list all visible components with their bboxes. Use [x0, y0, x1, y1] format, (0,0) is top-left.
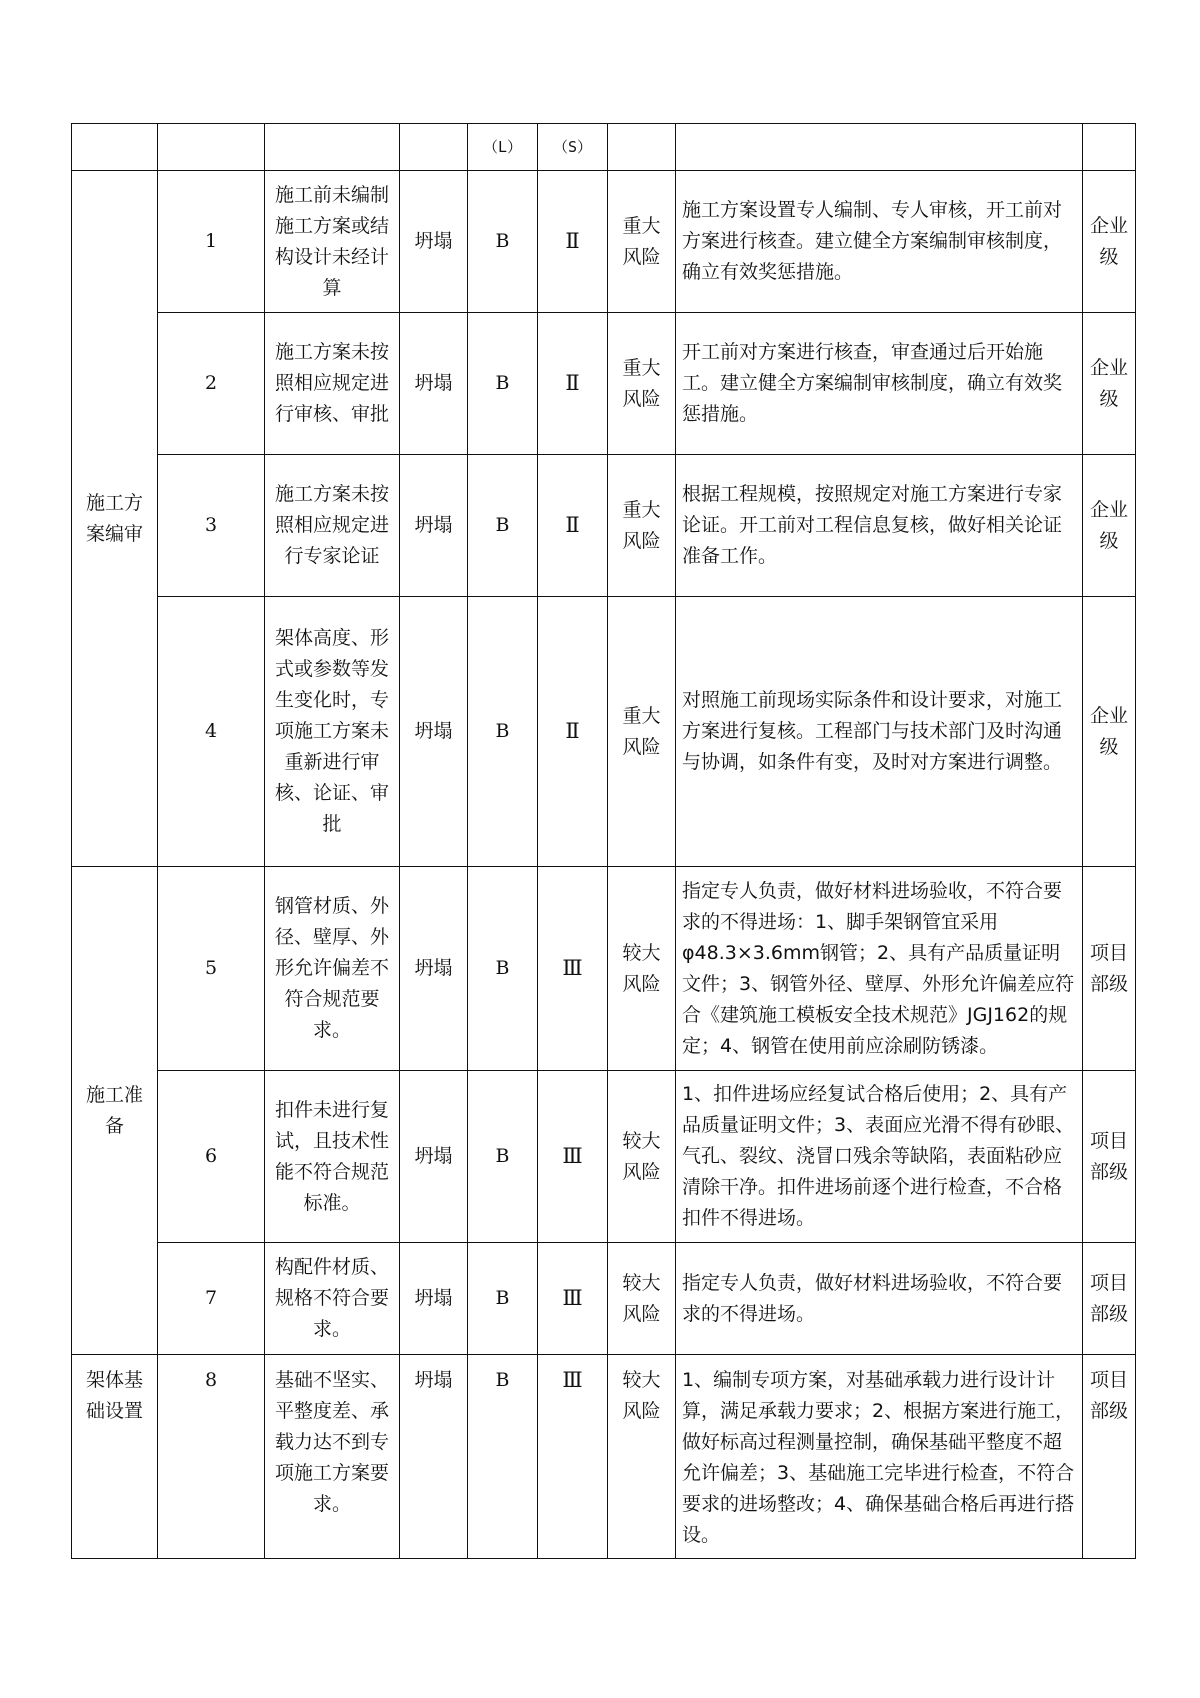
row-number: 7: [158, 1243, 265, 1355]
group-name: 施工准备: [72, 867, 158, 1355]
hazard-cell: 基础不坚实、平整度差、承载力达不到专项施工方案要求。: [265, 1355, 400, 1559]
control-level-cell: 企业级: [1083, 455, 1136, 597]
header-cell: [158, 124, 265, 171]
table-row: [72, 1243, 1136, 1355]
hazard-cell: 施工前未编制施工方案或结构设计未经计算: [265, 171, 400, 313]
measure-cell: 根据工程规模，按照规定对施工方案进行专家论证。开工前对工程信息复核，做好相关论证准备工作。: [676, 455, 1083, 597]
header-cell: [400, 124, 468, 171]
likelihood-cell: B: [468, 597, 538, 867]
severity-cell: Ⅲ: [538, 1243, 608, 1355]
measure-cell: 指定专人负责，做好材料进场验收，不符合要求的不得进场：1、脚手架钢管宜采用φ48.3×3.6mm钢管；2、具有产品质量证明文件；3、钢管外径、壁厚、外形允许偏差应符合《建筑施工模板安全技术规范》JGJ162的规定；4、钢管在使用前应涂刷防锈漆。: [676, 867, 1083, 1071]
accident-type-cell: 坍塌: [400, 171, 468, 313]
control-level-cell: 项目部级: [1083, 867, 1136, 1071]
row-number: 8: [158, 1355, 265, 1559]
row-number: 6: [158, 1071, 265, 1243]
likelihood-cell: B: [468, 867, 538, 1071]
table-row: [72, 171, 1136, 313]
accident-type-cell: 坍塌: [400, 867, 468, 1071]
likelihood-cell: B: [468, 1243, 538, 1355]
control-level-cell: 项目部级: [1083, 1071, 1136, 1243]
likelihood-cell: B: [468, 1355, 538, 1559]
risk-grade-cell: 较大风险: [608, 867, 676, 1071]
header-row: [72, 124, 1136, 171]
control-level-cell: 项目部级: [1083, 1355, 1136, 1559]
likelihood-cell: B: [468, 171, 538, 313]
group-name: 架体基础设置: [72, 1355, 158, 1559]
risk-assessment-table: [71, 123, 1136, 1559]
measure-cell: 开工前对方案进行核查，审查通过后开始施工。建立健全方案编制审核制度，确立有效奖惩措施。: [676, 313, 1083, 455]
row-number: 5: [158, 867, 265, 1071]
control-level-cell: 企业级: [1083, 171, 1136, 313]
severity-cell: Ⅲ: [538, 1071, 608, 1243]
risk-grade-cell: 重大风险: [608, 171, 676, 313]
likelihood-cell: B: [468, 313, 538, 455]
measure-cell: 施工方案设置专人编制、专人审核，开工前对方案进行核查。建立健全方案编制审核制度，确立有效奖惩措施。: [676, 171, 1083, 313]
severity-cell: Ⅱ: [538, 597, 608, 867]
table-row: [72, 313, 1136, 455]
group-name: 施工方案编审: [72, 171, 158, 867]
hazard-cell: 构配件材质、规格不符合要求。: [265, 1243, 400, 1355]
accident-type-cell: 坍塌: [400, 455, 468, 597]
table-row: [72, 597, 1136, 867]
likelihood-cell: B: [468, 455, 538, 597]
header-cell: [1083, 124, 1136, 171]
measure-cell: 1、编制专项方案，对基础承载力进行设计计算，满足承载力要求；2、根据方案进行施工，做好标高过程测量控制，确保基础平整度不超允许偏差；3、基础施工完毕进行检查，不符合要求的进场整改；4、确保基础合格后再进行搭设。: [676, 1355, 1083, 1559]
table-row: [72, 867, 1136, 1071]
row-number: 2: [158, 313, 265, 455]
measure-cell: 指定专人负责，做好材料进场验收，不符合要求的不得进场。: [676, 1243, 1083, 1355]
risk-grade-cell: 重大风险: [608, 455, 676, 597]
severity-cell: Ⅲ: [538, 867, 608, 1071]
row-number: 4: [158, 597, 265, 867]
accident-type-cell: 坍塌: [400, 1243, 468, 1355]
measure-cell: 1、扣件进场应经复试合格后使用；2、具有产品质量证明文件；3、表面应光滑不得有砂眼、气孔、裂纹、浇冒口残余等缺陷，表面粘砂应清除干净。扣件进场前逐个进行检查，不合格扣件不得进场。: [676, 1071, 1083, 1243]
severity-cell: Ⅱ: [538, 455, 608, 597]
risk-grade-cell: 重大风险: [608, 313, 676, 455]
risk-grade-cell: 重大风险: [608, 597, 676, 867]
table-row: [72, 1071, 1136, 1243]
header-s-label: （S）: [538, 124, 608, 171]
hazard-cell: 施工方案未按照相应规定进行专家论证: [265, 455, 400, 597]
row-number: 1: [158, 171, 265, 313]
table-row: [72, 455, 1136, 597]
control-level-cell: 企业级: [1083, 313, 1136, 455]
likelihood-cell: B: [468, 1071, 538, 1243]
header-cell: [608, 124, 676, 171]
risk-grade-cell: 较大风险: [608, 1355, 676, 1559]
severity-cell: Ⅱ: [538, 171, 608, 313]
risk-grade-cell: 较大风险: [608, 1243, 676, 1355]
severity-cell: Ⅱ: [538, 313, 608, 455]
accident-type-cell: 坍塌: [400, 313, 468, 455]
accident-type-cell: 坍塌: [400, 1071, 468, 1243]
header-cell: [676, 124, 1083, 171]
measure-cell: 对照施工前现场实际条件和设计要求，对施工方案进行复核。工程部门与技术部门及时沟通与协调，如条件有变，及时对方案进行调整。: [676, 597, 1083, 867]
hazard-cell: 架体高度、形式或参数等发生变化时，专项施工方案未重新进行审核、论证、审批: [265, 597, 400, 867]
hazard-cell: 扣件未进行复试，且技术性能不符合规范标准。: [265, 1071, 400, 1243]
header-cell: [72, 124, 158, 171]
header-cell: [265, 124, 400, 171]
accident-type-cell: 坍塌: [400, 1355, 468, 1559]
severity-cell: Ⅲ: [538, 1355, 608, 1559]
control-level-cell: 项目部级: [1083, 1243, 1136, 1355]
header-l-label: （L）: [468, 124, 538, 171]
hazard-cell: 施工方案未按照相应规定进行审核、审批: [265, 313, 400, 455]
control-level-cell: 企业级: [1083, 597, 1136, 867]
hazard-cell: 钢管材质、外径、壁厚、外形允许偏差不符合规范要求。: [265, 867, 400, 1071]
row-number: 3: [158, 455, 265, 597]
accident-type-cell: 坍塌: [400, 597, 468, 867]
table-row: [72, 1355, 1136, 1559]
risk-grade-cell: 较大风险: [608, 1071, 676, 1243]
